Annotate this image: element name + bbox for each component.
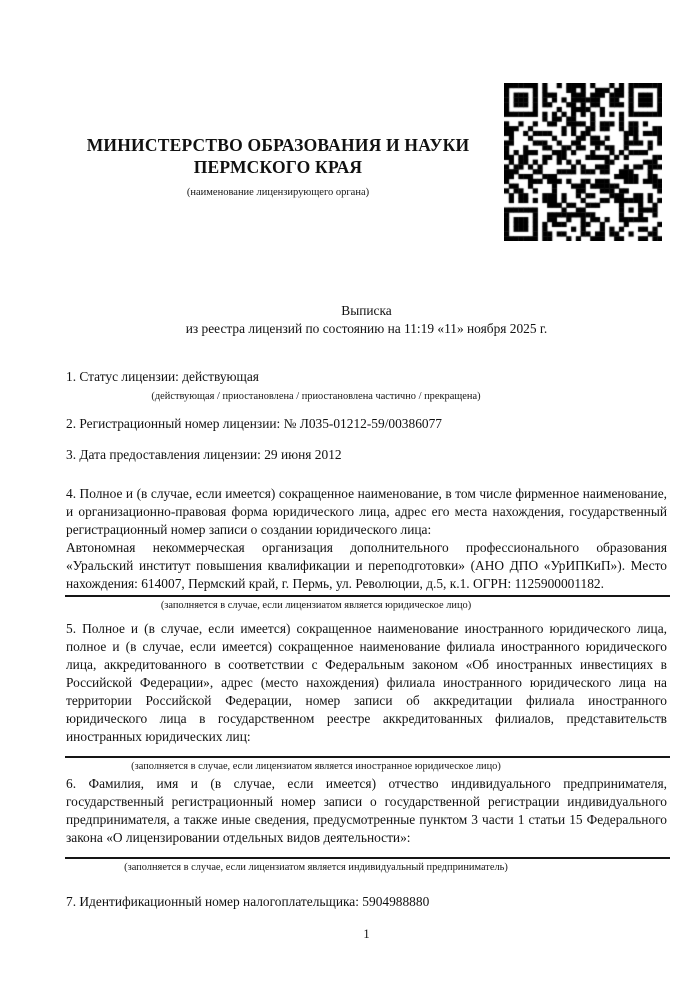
qr-code [504,83,662,241]
section-registration-number [66,415,667,433]
legal-entity-value: Автономная некоммерческая организация дополнительного профессионального образования «Уральский институт повышения квалификации и переподготовки» (АНО ДПО «УрИПКиП»). Место нахождения: 614007, Пермский край, г. Пермь, ул. Революции, д.5, к.1. ОГРН: 1125900001182. [66,540,667,591]
registration-number-text: 2. Регистрационный номер лицензии: № Л035-01212-59/00386077 [66,416,442,431]
blank-field-line [65,595,670,597]
section-legal-entity [66,485,667,613]
section-grant-date [66,446,667,464]
document-title-line1: Выписка [341,303,392,318]
section-taxpayer-number [66,893,667,911]
license-status-text: 1. Статус лицензии: действующая [66,369,259,384]
entrepreneur-caption: (заполняется в случае, если лицензиатом является индивидуальный предприниматель) [124,862,508,873]
section-foreign-entity [66,620,667,774]
entrepreneur-question: 6. Фамилия, имя и (в случае, если имеется) отчество индивидуального предпринимателя, государственный регистрационный номер записи о государственной регистрации индивидуального предпринимателя, а также иные сведения, предусмотренные пунктом 3 части 1 статьи 15 Федерального закона «О лицензировании отдельных видов деятельности»: [66,776,667,845]
section-license-status [66,368,667,404]
legal-entity-caption: (заполняется в случае, если лицензиатом является юридическое лицо) [160,600,472,611]
legal-entity-question: 4. Полное и (в случае, если имеется) сокращенное наименование, в том числе фирменное наименование, и организационно-правовая форма юридического лица, адрес его места нахождения, государственный регистрационный номер записи о создании юридического лица: [66,486,667,537]
grant-date-text: 3. Дата предоставления лицензии: 29 июня 2012 [66,447,342,462]
license-status-caption: (действующая / приостановлена / приостановлена частично / прекращена) [151,391,481,402]
licensing-authority-header [66,134,490,199]
blank-field-line [65,857,670,859]
ministry-name-line1: МИНИСТЕРСТВО ОБРАЗОВАНИЯ И НАУКИ [86,135,470,155]
ministry-name-line2: ПЕРМСКОГО КРАЯ [193,157,363,177]
foreign-entity-caption: (заполняется в случае, если лицензиатом является иностранное юридическое лицо) [131,761,501,772]
qr-code-image [504,83,662,241]
foreign-entity-question: 5. Полное и (в случае, если имеется) сокращенное наименование иностранного юридического лица, полное и (в случае, если имеется) сокращенное наименование филиала иностранного юридического лица, аккредитованного в соответствии с Федеральным законом «Об иностранных инвестициях в Российской Федерации», адрес (место нахождения) филиала иностранного юридического лица на территории Российской Федерации, номер записи об аккредитации филиала иностранного юридического лица в государственном реестре аккредитованных филиалов, представительств иностранных юридических лиц: [66,621,667,744]
licensing-authority-caption: (наименование лицензирующего органа) [186,187,370,198]
document-title [66,302,667,337]
taxpayer-number-text: 7. Идентификационный номер налогоплательщика: 5904988880 [66,894,430,909]
section-individual-entrepreneur [66,775,667,875]
blank-field-line [65,756,670,758]
page-number: 1 [363,927,370,941]
document-title-line2: из реестра лицензий по состоянию на 11:19 «11» ноября 2025 г. [185,320,548,336]
